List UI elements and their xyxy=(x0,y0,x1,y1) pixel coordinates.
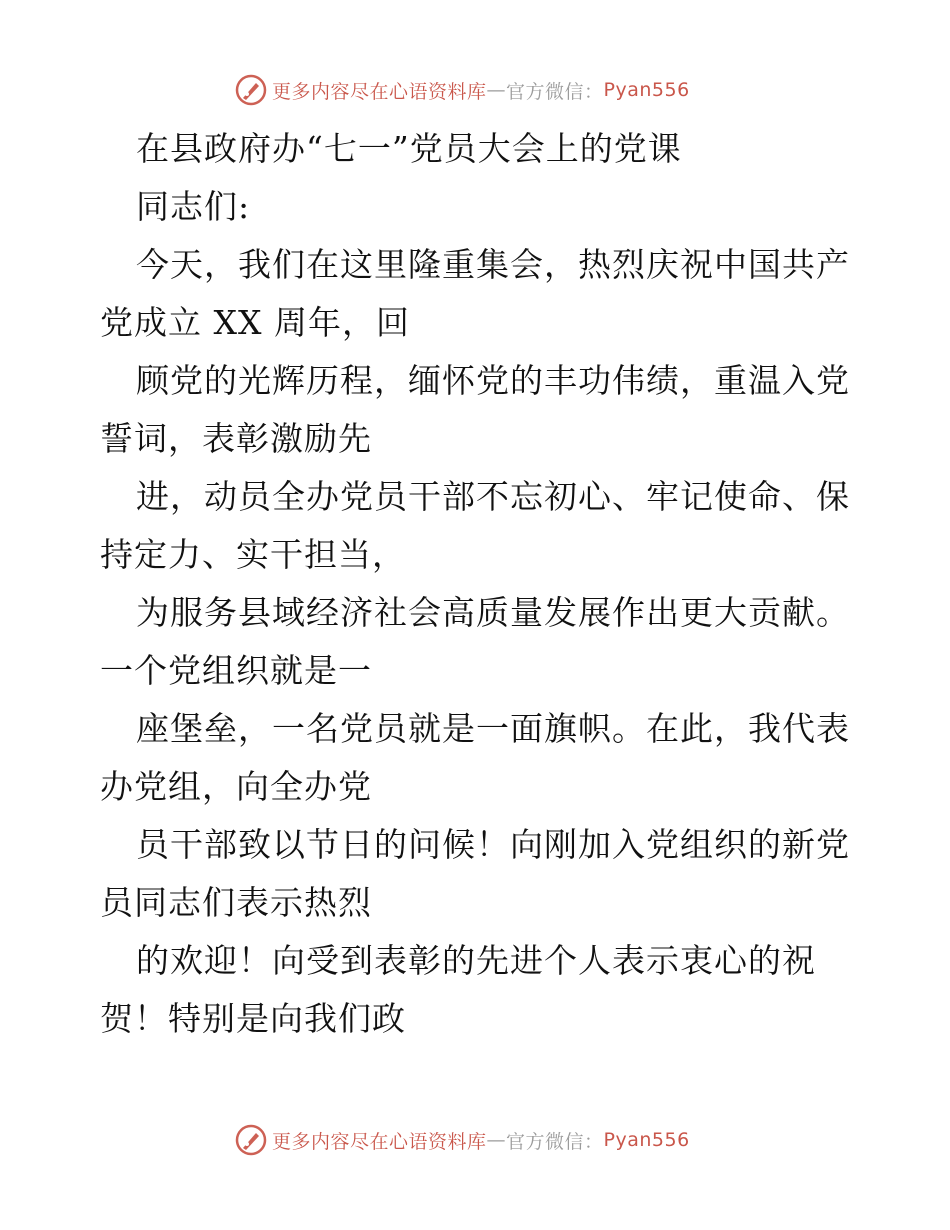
watermark-dash: — xyxy=(486,79,507,101)
paragraph-line: 党成立 XX 周年，回 xyxy=(100,303,410,342)
pen-logo-icon xyxy=(234,1123,268,1157)
pen-logo-icon xyxy=(234,73,268,107)
paragraph-line: 座堡垒，一名党员就是一面旗帜。在此，我代表 xyxy=(136,709,850,748)
paragraph-line: 为服务县域经济社会高质量发展作出更大贡献。 xyxy=(136,593,850,632)
document-title: 在县政府办“七一”党员大会上的党课 xyxy=(136,129,682,168)
paragraph-line: 今天，我们在这里隆重集会，热烈庆祝中国共产 xyxy=(136,245,850,284)
watermark-wechat-id: Pyan556 xyxy=(603,79,690,101)
paragraph-line: 持定力、实干担当， xyxy=(100,535,406,574)
watermark-wechat-id: Pyan556 xyxy=(603,1129,690,1151)
paragraph-line: 誓词，表彰激励先 xyxy=(100,419,372,458)
paragraph-line: 的欢迎！向受到表彰的先进个人表示衷心的祝 xyxy=(136,941,816,980)
watermark-wechat-label: 官方微信： xyxy=(506,1130,604,1153)
watermark-brand: 更多内容尽在心语资料库 xyxy=(272,80,487,103)
footer-watermark xyxy=(234,1122,714,1158)
paragraph-line: 一个党组织就是一 xyxy=(100,651,372,690)
paragraph-line: 进，动员全办党员干部不忘初心、牢记使命、保 xyxy=(136,477,850,516)
header-watermark xyxy=(234,72,714,108)
watermark-dash: — xyxy=(486,1129,507,1151)
salutation: 同志们: xyxy=(136,187,251,226)
document-body xyxy=(100,120,860,1048)
paragraph-line: 贺！特别是向我们政 xyxy=(100,999,406,1038)
paragraph-line: 办党组，向全办党 xyxy=(100,767,372,806)
paragraph-line: 员同志们表示热烈 xyxy=(100,883,372,922)
paragraph-line: 员干部致以节日的问候！向刚加入党组织的新党 xyxy=(136,825,850,864)
paragraph-line: 顾党的光辉历程，缅怀党的丰功伟绩，重温入党 xyxy=(136,361,850,400)
watermark-wechat-label: 官方微信： xyxy=(506,80,604,103)
watermark-brand: 更多内容尽在心语资料库 xyxy=(272,1130,487,1153)
